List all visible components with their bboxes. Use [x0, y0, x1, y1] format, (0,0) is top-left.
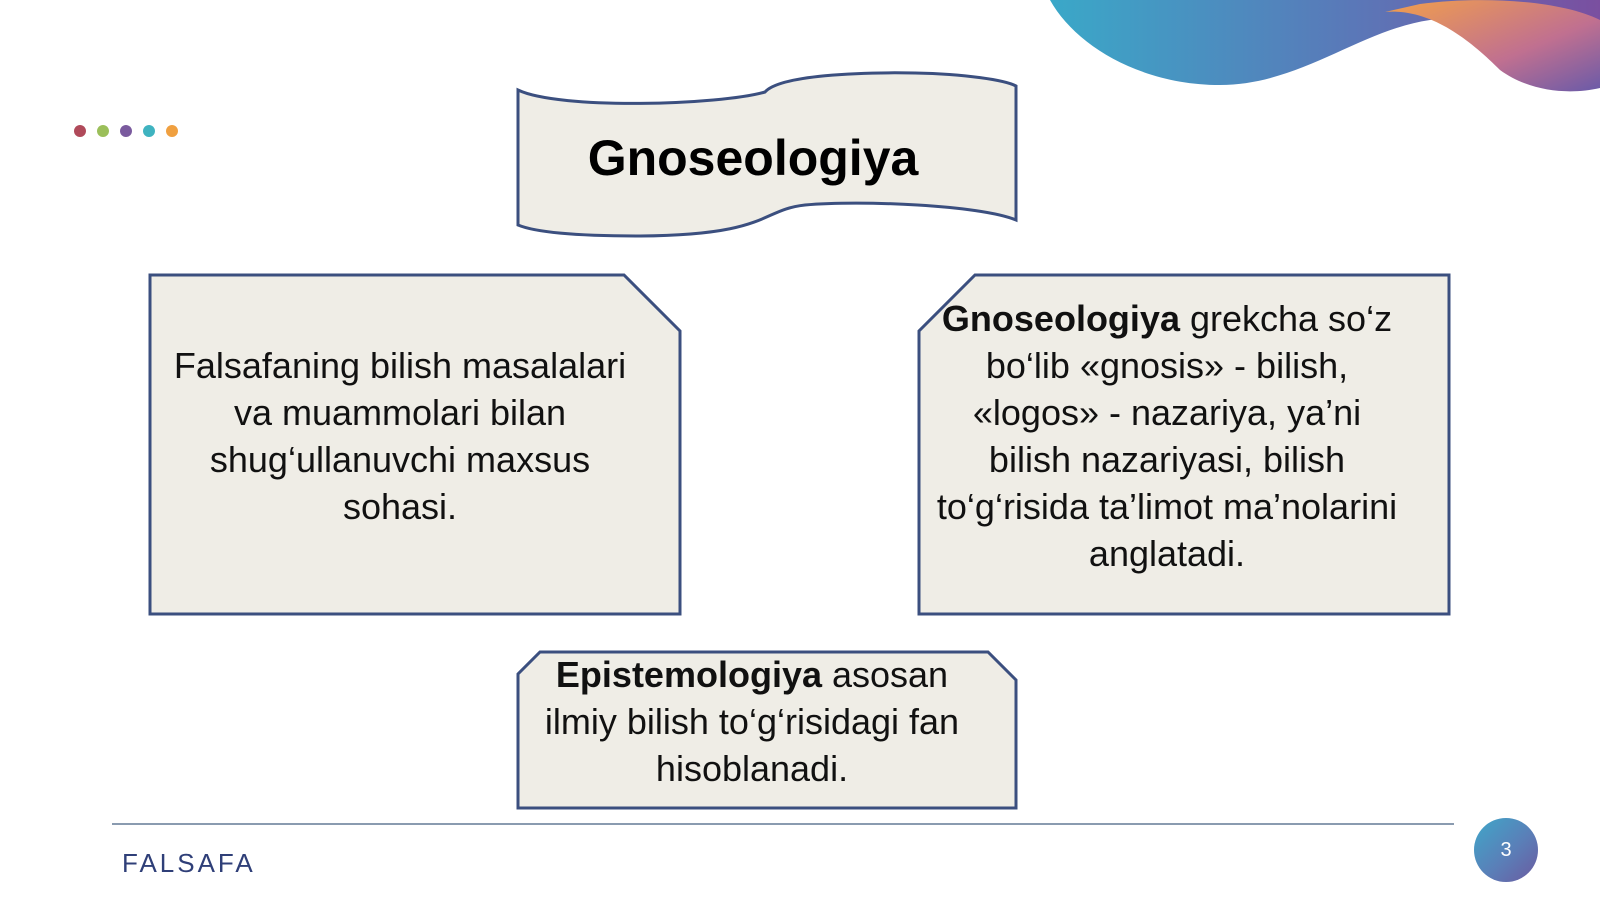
right-box-body: grekcha so‘z bo‘lib «gnosis» - bilish, «logos» - nazariya, ya’ni bilish nazariyasi, bilish to‘g‘risida ta’limot ma’nolarini anglatadi. — [936, 298, 1398, 574]
left-box-body: Falsafaning bilish masalalari va muammolari bilan shug‘ullanuvchi maxsus sohasi. — [173, 345, 627, 527]
bottom-box-text — [516, 646, 988, 796]
right-box-paragraph — [932, 295, 1402, 577]
page-number: 3 — [1500, 838, 1512, 861]
bottom-box-paragraph — [516, 651, 988, 792]
slide-title: Gnoseologiya — [587, 130, 919, 186]
footer-divider — [112, 823, 1454, 825]
page-number-badge — [1474, 818, 1538, 882]
bottom-box-term: Epistemologiya — [555, 653, 822, 695]
right-box-term: Gnoseologiya — [941, 298, 1180, 339]
right-box-text — [932, 272, 1402, 600]
left-box-text — [160, 272, 640, 600]
bottom-box-body: asosan ilmiy bilish to‘g‘risidagi fan hisoblanadi. — [544, 653, 960, 789]
footer-label: FALSAFA — [122, 848, 256, 878]
